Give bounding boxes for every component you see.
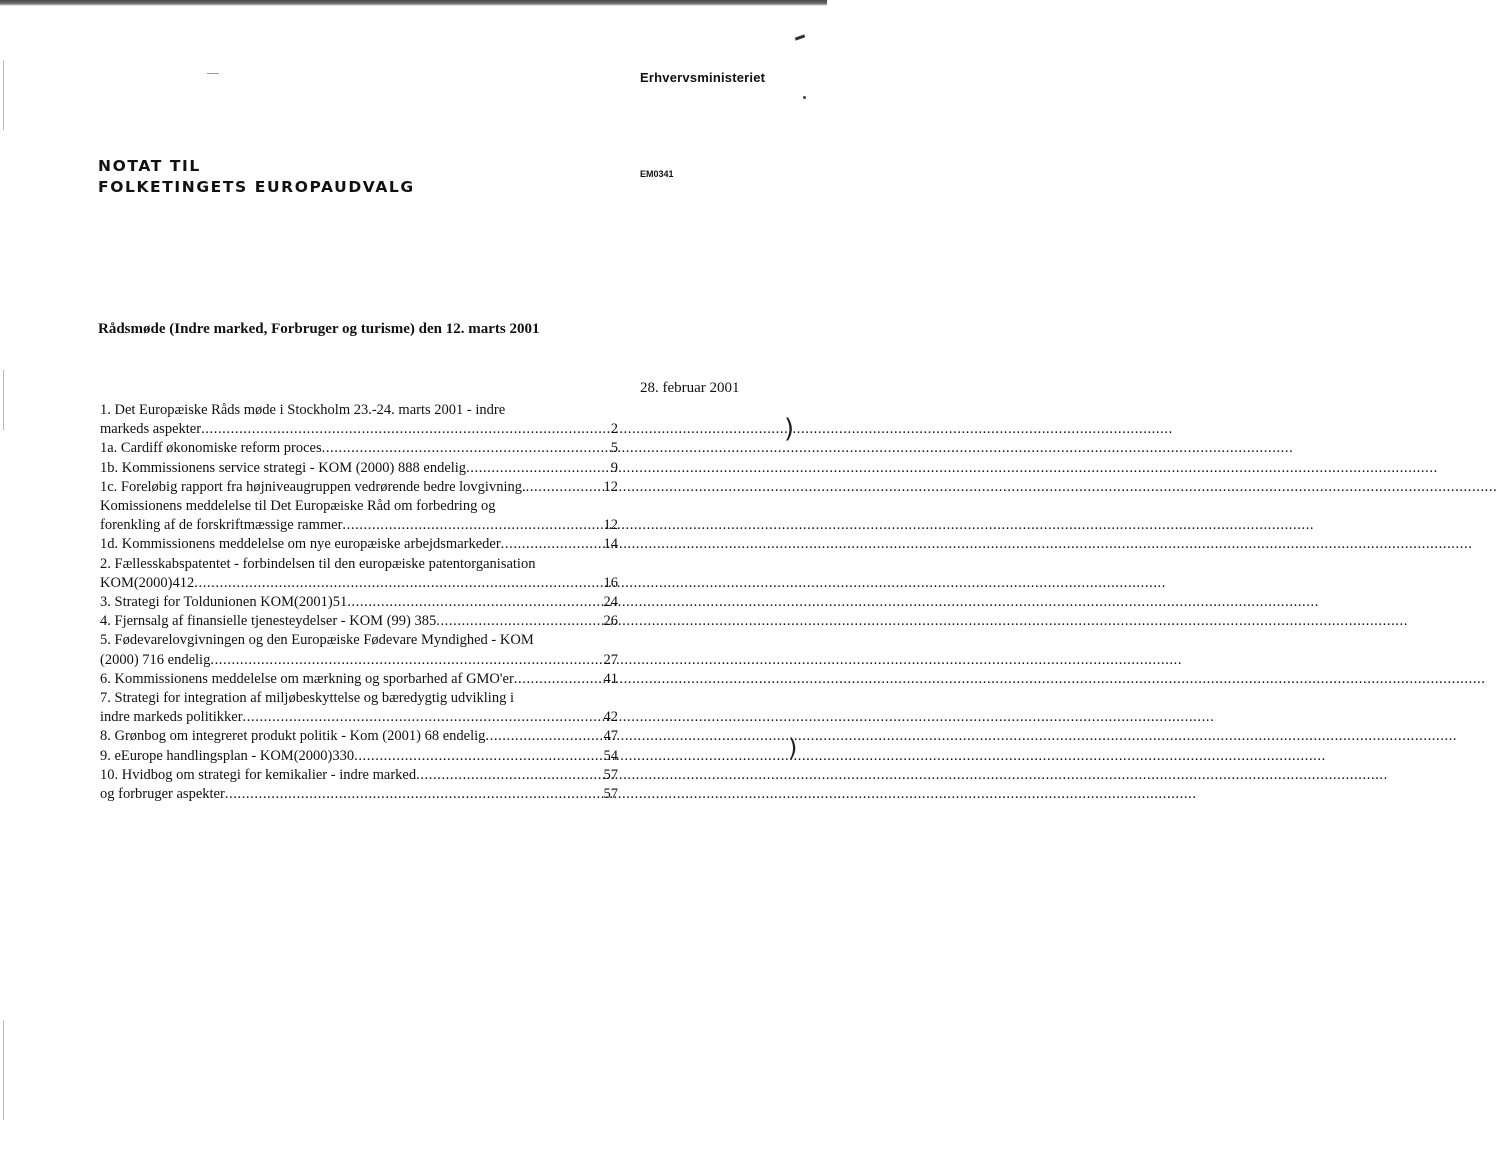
speck-mark [803, 96, 806, 99]
toc-leader-dots [201, 420, 608, 439]
toc-entry [100, 497, 618, 516]
toc-leader-dots [210, 651, 600, 670]
toc-entry [100, 420, 618, 439]
faint-dash [207, 73, 219, 74]
toc-entry [100, 708, 618, 727]
left-edge-line [3, 370, 4, 430]
toc-leader-dots [466, 459, 608, 478]
heading-line: NOTAT TIL [98, 157, 201, 175]
toc-entry [100, 574, 618, 593]
pen-mark [795, 34, 805, 40]
toc-page-number: 26 [603, 613, 618, 630]
toc-page-number: 42 [603, 709, 618, 726]
scan-edge-shadow [0, 0, 827, 6]
toc-entry-text: 1d. Kommissionens meddelelse om nye europæiske arbejdsmarkeder [100, 536, 501, 553]
toc-leader-dots [243, 708, 601, 727]
toc-leader-dots [194, 574, 600, 593]
toc-page-number: 47 [603, 728, 618, 745]
ministry-name: Erhvervsministeriet [640, 70, 766, 85]
toc-entry [100, 689, 618, 708]
toc-entry [100, 612, 618, 631]
left-edge-line [3, 1020, 4, 1120]
document-code: EM0341 [640, 169, 674, 179]
toc-entry-text: 7. Strategi for integration af miljøbeskyttelse og bæredygtig udvikling i [100, 690, 514, 707]
toc-entry [100, 555, 618, 574]
toc-entry-text: 2. Fællesskabspatentet - forbindelsen til den europæiske patentorganisation [100, 555, 536, 572]
toc-leader-dots [322, 439, 608, 458]
toc-entry [100, 785, 618, 804]
margin-bracket-mark: ) [788, 734, 798, 762]
toc-entry-text: 1b. Kommissionens service strategi - KOM (2000) 888 endelig [100, 459, 467, 476]
toc-entry [100, 535, 618, 554]
toc-entry [100, 439, 618, 458]
toc-entry-text: indre markeds politikker [100, 709, 243, 726]
toc-leader-dots [485, 727, 600, 746]
toc-entry [100, 747, 618, 766]
toc-page-number: 2 [610, 421, 618, 438]
toc-entry [100, 651, 618, 670]
toc-entry-text: KOM(2000)412 [100, 574, 195, 591]
toc-page-number: 57 [603, 766, 618, 783]
toc-entry [100, 516, 618, 535]
document-heading [98, 156, 415, 198]
toc-entry-text: 6. Kommissionens meddelelse om mærkning og sporbarhed af GMO'er [100, 670, 514, 687]
toc-entry-text: 5. Fødevarelovgivningen og den Europæiske Fødevare Myndighed - KOM [100, 632, 534, 649]
toc-leader-dots [225, 785, 601, 804]
toc-entry [100, 459, 618, 478]
meeting-title: Rådsmøde (Indre marked, Forbruger og turisme) den 12. marts 2001 [98, 321, 540, 337]
toc-leader-dots [354, 747, 600, 766]
toc-entry-text: 10. Hvidbog om strategi for kemikalier - indre marked [100, 766, 417, 783]
table-of-contents [100, 401, 618, 804]
toc-page-number: 9 [610, 459, 618, 476]
toc-entry-text: 4. Fjernsalg af finansielle tjenesteydelser - KOM (99) 385 [100, 613, 437, 630]
toc-entry-text: 1. Det Europæiske Råds møde i Stockholm 23.-24. marts 2001 - indre [100, 402, 506, 418]
toc-page-number: 16 [603, 574, 618, 591]
toc-entry-text: 1a. Cardiff økonomiske reform proces [100, 440, 322, 457]
toc-entry [100, 631, 618, 650]
toc-leader-dots [342, 516, 600, 535]
toc-entry [100, 727, 618, 746]
toc-entry [100, 670, 618, 689]
margin-bracket-mark: ) [784, 414, 795, 444]
toc-entry-text: 1c. Foreløbig rapport fra højniveaugruppen vedrørende bedre lovgivning. [100, 478, 526, 495]
toc-page-number: 12 [603, 517, 618, 534]
toc-leader-dots [514, 670, 601, 689]
heading-line: FOLKETINGETS EUROPAUDVALG [98, 178, 415, 196]
toc-page-number: 24 [603, 594, 618, 611]
toc-entry-text: forenkling af de forskriftmæssige rammer [100, 517, 343, 534]
toc-page-number: 54 [603, 747, 618, 764]
toc-leader-dots [347, 593, 600, 612]
toc-leader-dots [526, 478, 601, 497]
toc-leader-dots [416, 766, 600, 785]
toc-entry-text: markeds aspekter [100, 421, 202, 438]
toc-page-number: 41 [603, 670, 618, 687]
toc-entry-text: 8. Grønbog om integreret produkt politik - Kom (2001) 68 endelig [100, 728, 486, 745]
document-date: 28. februar 2001 [640, 380, 740, 396]
toc-entry-text: Komissionens meddelelse til Det Europæiske Råd om forbedring og [100, 498, 496, 515]
toc-page-number: 12 [603, 478, 618, 495]
toc-entry [100, 401, 618, 420]
toc-entry-text: (2000) 716 endelig [100, 651, 211, 668]
toc-page-number: 27 [603, 651, 618, 668]
toc-page-number: 5 [610, 440, 618, 457]
toc-leader-dots [436, 612, 600, 631]
toc-entry [100, 593, 618, 612]
toc-entry [100, 766, 618, 785]
toc-page-number: 14 [603, 536, 618, 553]
toc-entry-text: 9. eEurope handlingsplan - KOM(2000)330 [100, 747, 355, 764]
toc-entry-text: og forbruger aspekter [100, 786, 225, 803]
toc-page-number: 57 [603, 786, 618, 803]
left-edge-line [3, 60, 4, 130]
toc-entry [100, 478, 618, 497]
toc-leader-dots [501, 535, 601, 554]
toc-entry-text: 3. Strategi for Toldunionen KOM(2001)51 [100, 594, 348, 611]
